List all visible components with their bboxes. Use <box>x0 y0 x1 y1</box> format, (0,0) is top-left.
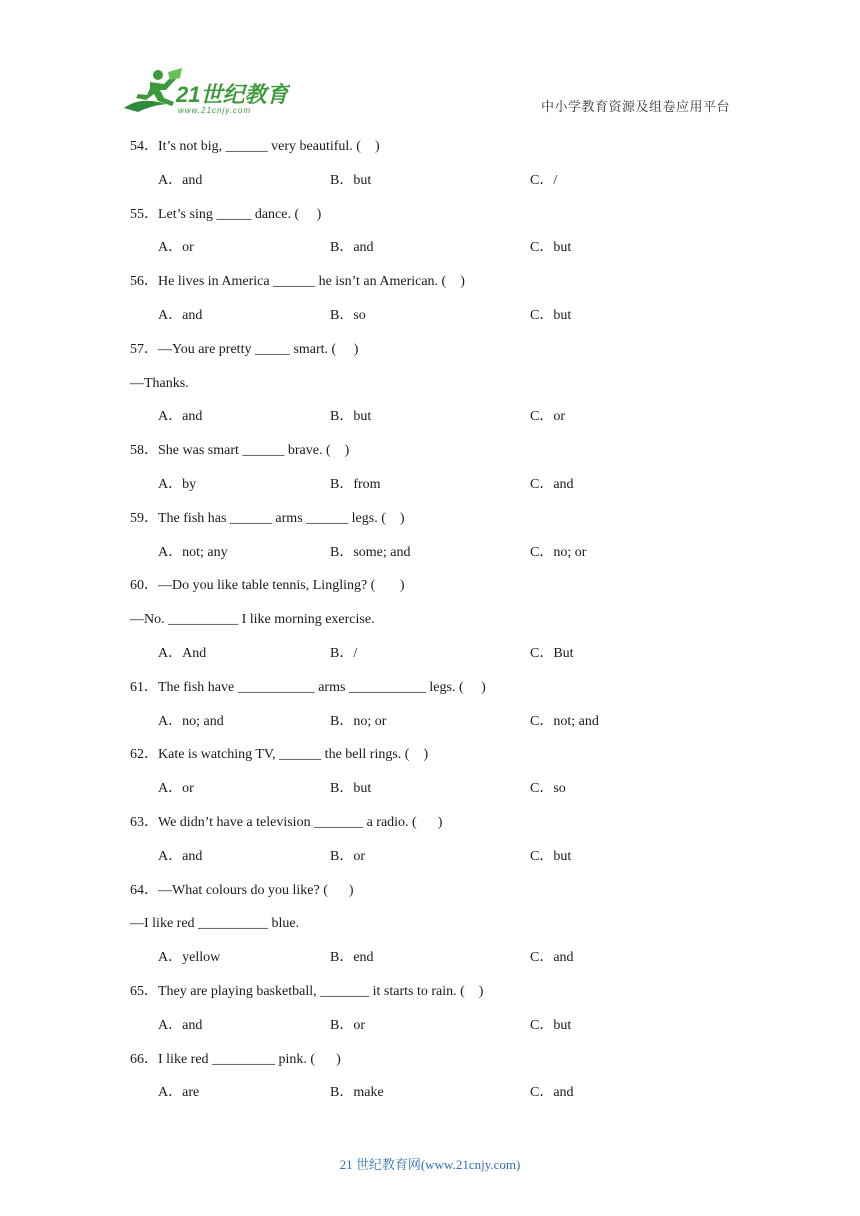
option-b[interactable]: B．but <box>330 409 372 425</box>
answer-options <box>130 237 730 271</box>
option-a[interactable]: A．or <box>158 240 194 256</box>
option-c[interactable]: C．so <box>530 781 566 797</box>
option-a[interactable]: A．or <box>158 781 194 797</box>
answer-options <box>130 406 730 440</box>
answer-options <box>130 170 730 204</box>
svg-text:21世纪教育: 21世纪教育 <box>176 82 289 107</box>
answer-options <box>130 846 730 880</box>
question-list <box>130 136 730 1116</box>
option-c[interactable]: C．or <box>530 409 565 425</box>
option-a[interactable]: A．And <box>158 645 207 661</box>
question-stem: 63．We didn’t have a television _______ a radio. ( ) <box>130 814 443 830</box>
answer-options <box>130 305 730 339</box>
platform-name: 中小学教育资源及组卷应用平台 <box>540 100 730 115</box>
answer-options <box>130 474 730 508</box>
question-stem: 62．Kate is watching TV, ______ the bell rings. ( ) <box>130 747 429 763</box>
question-stem: 60．—Do you like table tennis, Lingling? ( ) <box>130 578 405 594</box>
question-stem: 59．The fish has ______ arms ______ legs. ( ) <box>130 510 405 526</box>
page-header <box>0 0 860 130</box>
runner-logo-icon <box>120 66 290 118</box>
question-stem: 56．He lives in America ______ he isn’t an American. ( ) <box>130 274 465 290</box>
option-c[interactable]: C．/ <box>530 172 558 188</box>
option-c[interactable]: C．no; or <box>530 544 587 560</box>
option-b[interactable]: B．from <box>330 476 381 492</box>
footer-text[interactable]: 21 世纪教育网(www.21cnjy.com) <box>339 1157 521 1172</box>
answer-options <box>130 1082 730 1116</box>
option-b[interactable]: B．or <box>330 1017 365 1033</box>
question-stem: 66．I like red _________ pink. ( ) <box>130 1051 341 1067</box>
question-stem: 55．Let’s sing _____ dance. ( ) <box>130 206 322 222</box>
option-c[interactable]: C．and <box>530 476 574 492</box>
option-c[interactable]: C．not; and <box>530 713 599 729</box>
question-stem: 65．They are playing basketball, _______ it starts to rain. ( ) <box>130 983 484 999</box>
option-c[interactable]: C．but <box>530 307 572 323</box>
answer-options <box>130 1015 730 1049</box>
option-c[interactable]: C．But <box>530 645 574 661</box>
question-dialogue-line: —I like red __________ blue. <box>130 916 300 932</box>
svg-text:www.21cnjy.com: www.21cnjy.com <box>178 106 251 115</box>
option-a[interactable]: A．and <box>158 1017 203 1033</box>
question-stem: 58．She was smart ______ brave. ( ) <box>130 443 350 459</box>
option-b[interactable]: B．or <box>330 848 365 864</box>
question-stem: 54．It’s not big, ______ very beautiful. ( ) <box>130 139 380 154</box>
option-a[interactable]: A．not; any <box>158 544 228 560</box>
option-a[interactable]: A．yellow <box>158 950 221 966</box>
site-logo <box>120 66 290 118</box>
question-stem: 57．—You are pretty _____ smart. ( ) <box>130 341 359 357</box>
question-dialogue-line: —No. __________ I like morning exercise. <box>130 612 375 628</box>
question-dialogue-line: —Thanks. <box>130 375 189 391</box>
option-b[interactable]: B．some; and <box>330 544 411 560</box>
option-a[interactable]: A．and <box>158 409 203 425</box>
option-a[interactable]: A．by <box>158 476 197 492</box>
answer-options <box>130 778 730 812</box>
option-b[interactable]: B．make <box>330 1085 384 1101</box>
option-c[interactable]: C．and <box>530 950 574 966</box>
option-a[interactable]: A．and <box>158 307 203 323</box>
option-c[interactable]: C．but <box>530 240 572 256</box>
option-b[interactable]: B．but <box>330 781 372 797</box>
option-b[interactable]: B．but <box>330 172 372 188</box>
option-a[interactable]: A．are <box>158 1085 200 1101</box>
option-b[interactable]: B．so <box>330 307 366 323</box>
option-a[interactable]: A．and <box>158 172 203 188</box>
answer-options <box>130 542 730 576</box>
answer-options <box>130 643 730 677</box>
option-a[interactable]: A．and <box>158 848 203 864</box>
option-b[interactable]: B．end <box>330 950 374 966</box>
option-c[interactable]: C．and <box>530 1085 574 1101</box>
option-c[interactable]: C．but <box>530 848 572 864</box>
option-b[interactable]: B．no; or <box>330 713 387 729</box>
question-stem: 61．The fish have ___________ arms ___________ legs. ( ) <box>130 679 486 695</box>
option-b[interactable]: B．/ <box>330 645 358 661</box>
answer-options <box>130 947 730 981</box>
option-a[interactable]: A．no; and <box>158 713 224 729</box>
option-c[interactable]: C．but <box>530 1017 572 1033</box>
question-stem: 64．—What colours do you like? ( ) <box>130 882 354 898</box>
option-b[interactable]: B．and <box>330 240 374 256</box>
answer-options <box>130 711 730 745</box>
